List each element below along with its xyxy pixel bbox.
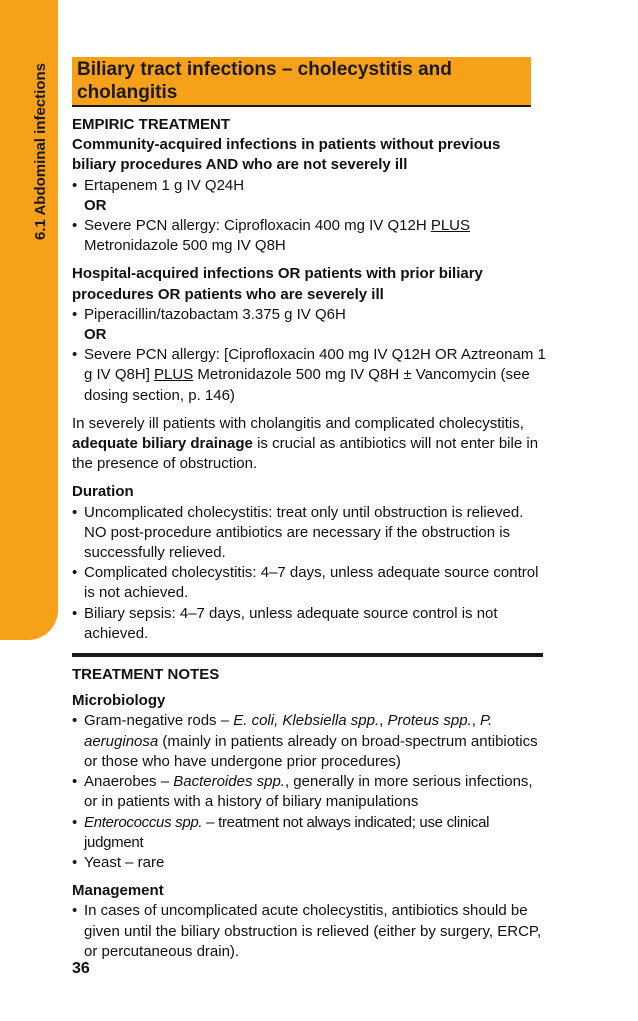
drainage-paragraph [72, 414, 547, 475]
gram-orgs-1: E. coli, Klebsiella spp. [233, 712, 380, 730]
community-option-1: • Ertapenem 1 g IV Q24H [72, 176, 547, 196]
gram-sep-1: , [379, 712, 388, 730]
gram-orgs-2: Proteus spp. [387, 712, 472, 730]
microbiology-heading: Microbiology [72, 692, 166, 710]
community-option-2-rest: Metronidazole 500 mg IV Q8H [84, 237, 286, 255]
gram-rest: (mainly in patients already on broad-spectrum antibiotics or those who have undergone prior procedures) [84, 732, 538, 770]
hospital-or: OR [84, 326, 107, 344]
duration-item-2: • Complicated cholecystitis: 4–7 days, unless adequate source control is not achieved. [72, 563, 547, 603]
duration-item-3: • Biliary sepsis: 4–7 days, unless adequate source control is not achieved. [72, 604, 547, 644]
micro-anaerobes [72, 772, 547, 812]
hospital-heading: Hospital-acquired infections OR patients with prior biliary procedures OR patients who are severely ill [72, 265, 483, 303]
community-option-2-plus: PLUS [430, 217, 471, 235]
page-content [72, 115, 547, 962]
section-tab-label: 6.1 Abdominal infections [32, 63, 49, 240]
drainage-bold: adequate biliary drainage [72, 435, 253, 453]
hospital-option-1: • Piperacillin/tazobactam 3.375 g IV Q6H [72, 305, 547, 325]
hospital-option-2-plus: PLUS [154, 366, 194, 384]
management-heading: Management [72, 882, 164, 900]
community-option-2-text: Severe PCN allergy: Ciprofloxacin 400 mg IV Q12H [84, 217, 431, 235]
notes-heading: TREATMENT NOTES [72, 666, 220, 684]
community-heading: Community-acquired infections in patients without previous biliary procedures AND who are not severely ill [72, 136, 501, 174]
title-banner [72, 57, 531, 107]
drainage-text: In severely ill patients with cholangitis and complicated cholecystitis, [72, 414, 524, 432]
hospital-option-2 [72, 345, 547, 406]
entero-org: Enterococcus spp. [84, 813, 203, 831]
page-number: 36 [72, 960, 90, 977]
anaerobes-org: Bacteroides spp. [173, 773, 285, 791]
gram-orgs-3: P. aeruginosa [84, 712, 493, 750]
hospital-option-2-rest: Metronidazole 500 mg IV Q8H ± Vancomycin (see dosing section, p. 146) [84, 366, 530, 404]
community-or: OR [84, 196, 107, 214]
micro-enterococcus [72, 813, 547, 853]
section-tab [0, 0, 58, 640]
management-item: • In cases of uncomplicated acute cholecystitis, antibiotics should be given until the biliary obstruction is relieved (either by surgery, ERCP, or percutaneous drain). [72, 901, 547, 962]
empiric-heading: EMPIRIC TREATMENT [72, 116, 231, 133]
entero-rest: – treatment not always indicated; use clinical judgment [84, 813, 490, 851]
anaerobes-rest: , generally in more serious infections, or in patients with a history of biliary manipulations [84, 773, 533, 811]
drainage-rest: is crucial as antibiotics will not enter bile in the presence of obstruction. [72, 435, 539, 473]
duration-heading: Duration [72, 483, 134, 501]
page-title: Biliary tract infections – cholecystitis and cholangitis [77, 59, 452, 103]
micro-gram-negative [72, 711, 547, 772]
duration-item-1: • Uncomplicated cholecystitis: treat only until obstruction is relieved. NO post-procedure antibiotics are necessary if the obstruction is successfully relieved. [72, 503, 547, 564]
gram-sep-2: , [471, 712, 481, 730]
gram-text: Gram-negative rods – [84, 712, 234, 730]
hospital-option-2-text: Severe PCN allergy: [Ciprofloxacin 400 mg IV Q12H OR Aztreonam 1 g IV Q8H] [84, 346, 546, 384]
section-divider [72, 653, 543, 657]
micro-yeast: • Yeast – rare [72, 853, 547, 873]
community-option-2 [72, 216, 547, 256]
anaerobes-text: Anaerobes – [84, 773, 174, 791]
